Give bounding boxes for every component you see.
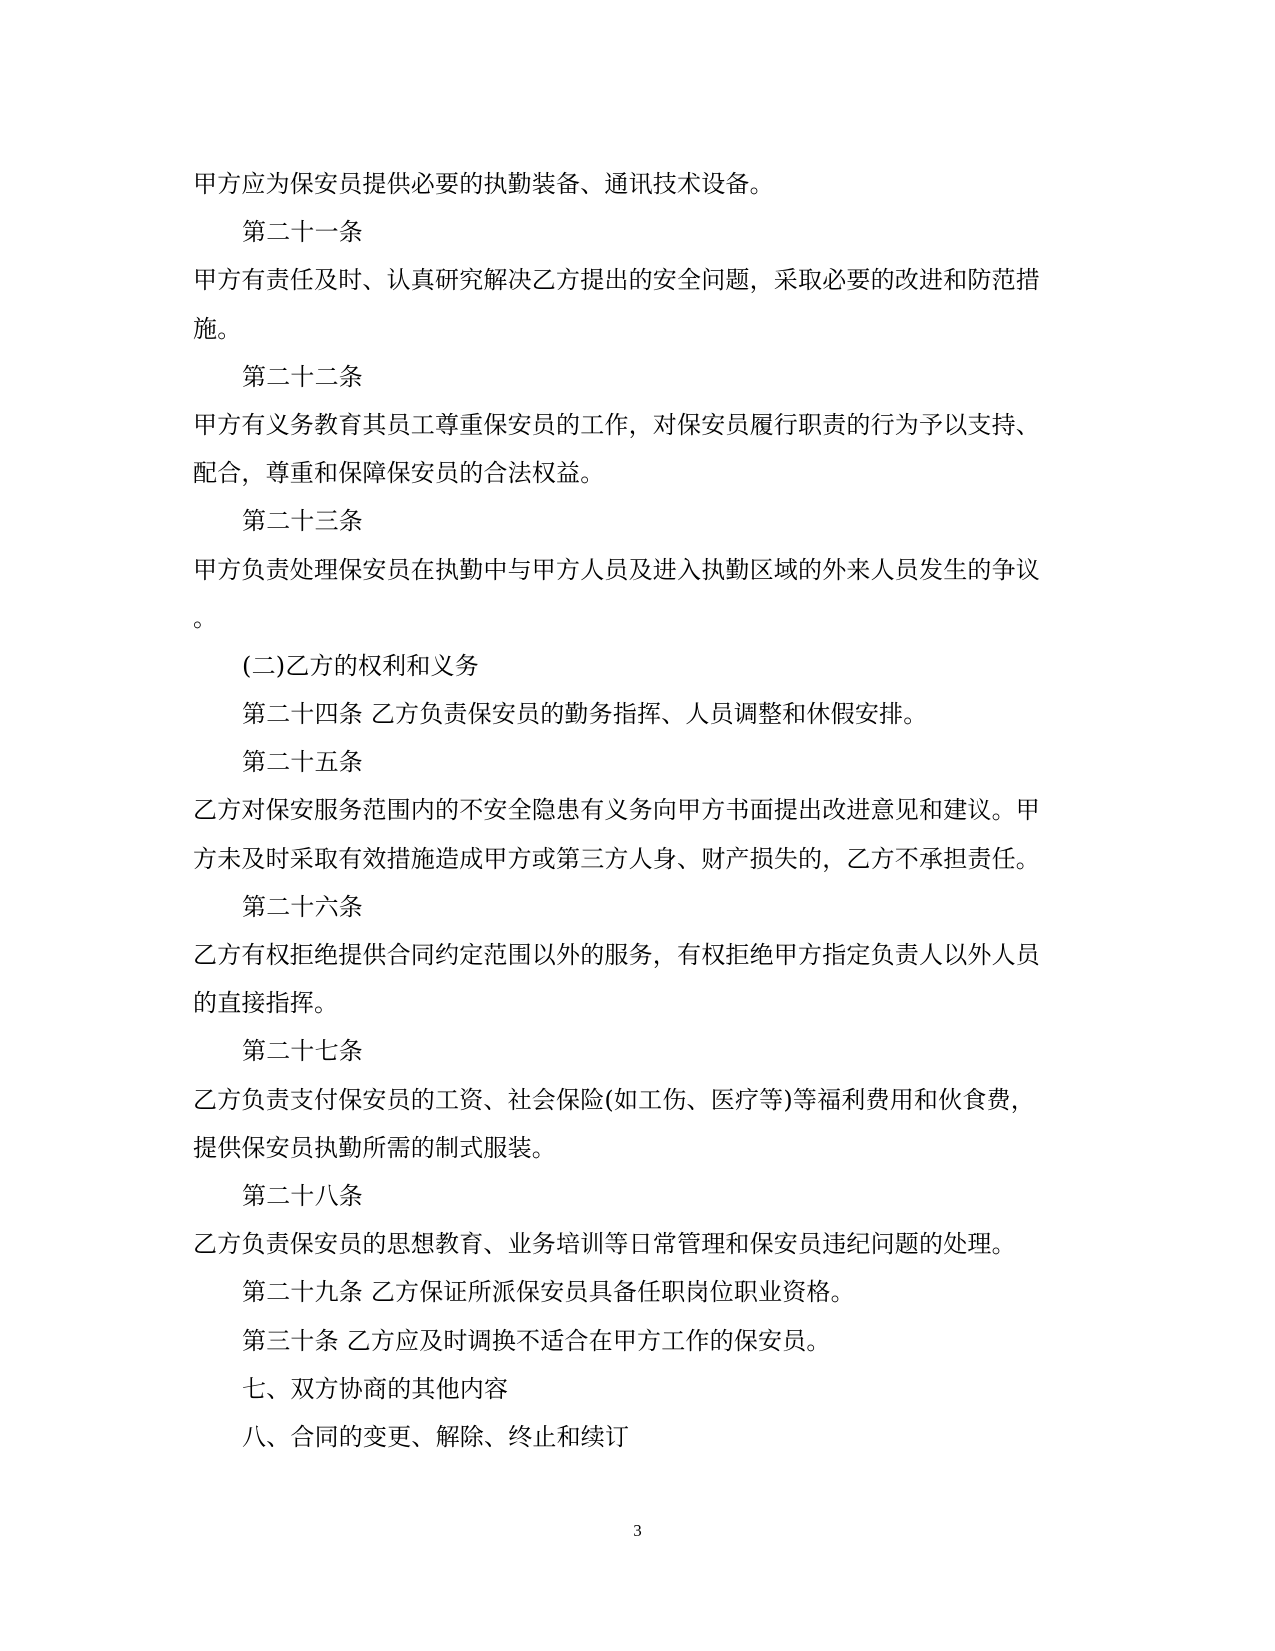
text-line: 第二十六条: [242, 892, 363, 921]
text-line: 乙方对保安服务范围内的不安全隐患有义务向甲方书面提出改进意见和建议。甲: [193, 796, 1040, 825]
text-line: 第二十三条: [242, 507, 363, 536]
text-line: 乙方有权拒绝提供合同约定范围以外的服务，有权拒绝甲方指定负责人以外人员: [193, 941, 1040, 969]
text-line: (二)乙方的权利和义务: [242, 651, 479, 680]
text-line: 第三十条 乙方应及时调换不适合在甲方工作的保安员。: [242, 1326, 831, 1355]
text-line: 第二十四条 乙方负责保安员的勤务指挥、人员调整和休假安排。: [242, 700, 928, 729]
text-line: 乙方负责支付保安员的工资、社会保险(如工伤、医疗等)等福利费用和伙食费，: [193, 1085, 1035, 1114]
text-line: 甲方负责处理保安员在执勤中与甲方人员及进入执勤区域的外来人员发生的争议: [193, 555, 1040, 584]
text-line: 第二十八条: [242, 1181, 363, 1210]
text-line: 七、双方协商的其他内容: [242, 1374, 509, 1403]
text-line: 甲方有责任及时、认真研究解决乙方提出的安全问题，采取必要的改进和防范措: [193, 266, 1040, 295]
text-line: 方未及时采取有效措施造成甲方或第三方人身、财产损失的，乙方不承担责任。: [193, 844, 1040, 873]
text-line: 。: [193, 603, 218, 632]
text-line: 提供保安员执勤所需的制式服装。: [193, 1133, 556, 1162]
text-line: 第二十二条: [242, 362, 363, 391]
page-number: 3: [633, 1521, 642, 1540]
text-line: 配合，尊重和保障保安员的合法权益。: [193, 459, 605, 488]
text-line: 第二十五条: [242, 748, 363, 777]
text-line: 第二十九条 乙方保证所派保安员具备任职岗位职业资格。: [242, 1278, 855, 1307]
text-line: 乙方负责保安员的思想教育、业务培训等日常管理和保安员违纪问题的处理。: [193, 1230, 1016, 1259]
text-line: 施。: [193, 314, 242, 343]
text-line: 第二十一条: [242, 218, 363, 247]
text-line: 第二十七条: [242, 1037, 363, 1066]
text-line: 的直接指挥。: [193, 989, 339, 1018]
text-line: 甲方有义务教育其员工尊重保安员的工作，对保安员履行职责的行为予以支持、: [193, 410, 1040, 439]
text-line: 甲方应为保安员提供必要的执勤装备、通讯技术设备。: [193, 170, 774, 198]
document-body: [193, 160, 1073, 1461]
text-line: 八、合同的变更、解除、终止和续订: [242, 1422, 630, 1451]
